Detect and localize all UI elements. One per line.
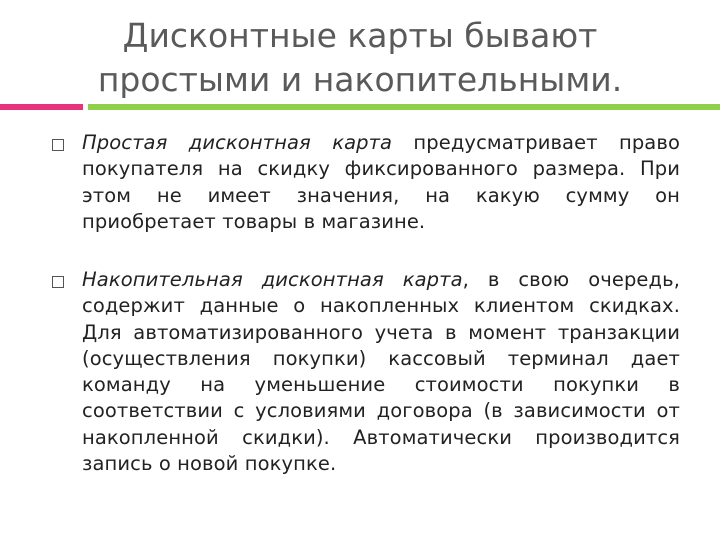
bullet-body: предусматривает право покупателя на скидку фиксированного размера. При этом не имеет значения, на какую сумму он приобретает товары в магазине. — [82, 131, 680, 233]
square-bullet-icon — [52, 139, 64, 151]
title-underline-bar — [88, 104, 720, 110]
title-accent-bar — [0, 104, 83, 110]
title-line-1: Дисконтные карты бывают — [122, 16, 598, 55]
bullet-term: Накопительная дисконтная карта — [82, 268, 463, 291]
bullet-item-accumulative-card — [52, 267, 680, 477]
bullet-item-simple-card — [52, 130, 680, 235]
bullet-text — [82, 130, 680, 235]
bullet-term: Простая дисконтная карта — [82, 131, 393, 154]
square-bullet-icon — [52, 276, 64, 288]
bullet-body: , в свою очередь, содержит данные о накопленных клиентом скидках. Для автоматизированного учета в момент транзакции (осуществления покупки) кассовый терминал дает команду на уменьшение стоимости покупки в соответствии с условиями договора (в зависимости от накопленной скидки). Автоматически производится запись о новой покупке. — [82, 268, 681, 476]
bullet-text — [82, 267, 680, 477]
title-line-2: простыми и накопительными. — [97, 60, 623, 99]
slide-title — [60, 14, 660, 102]
